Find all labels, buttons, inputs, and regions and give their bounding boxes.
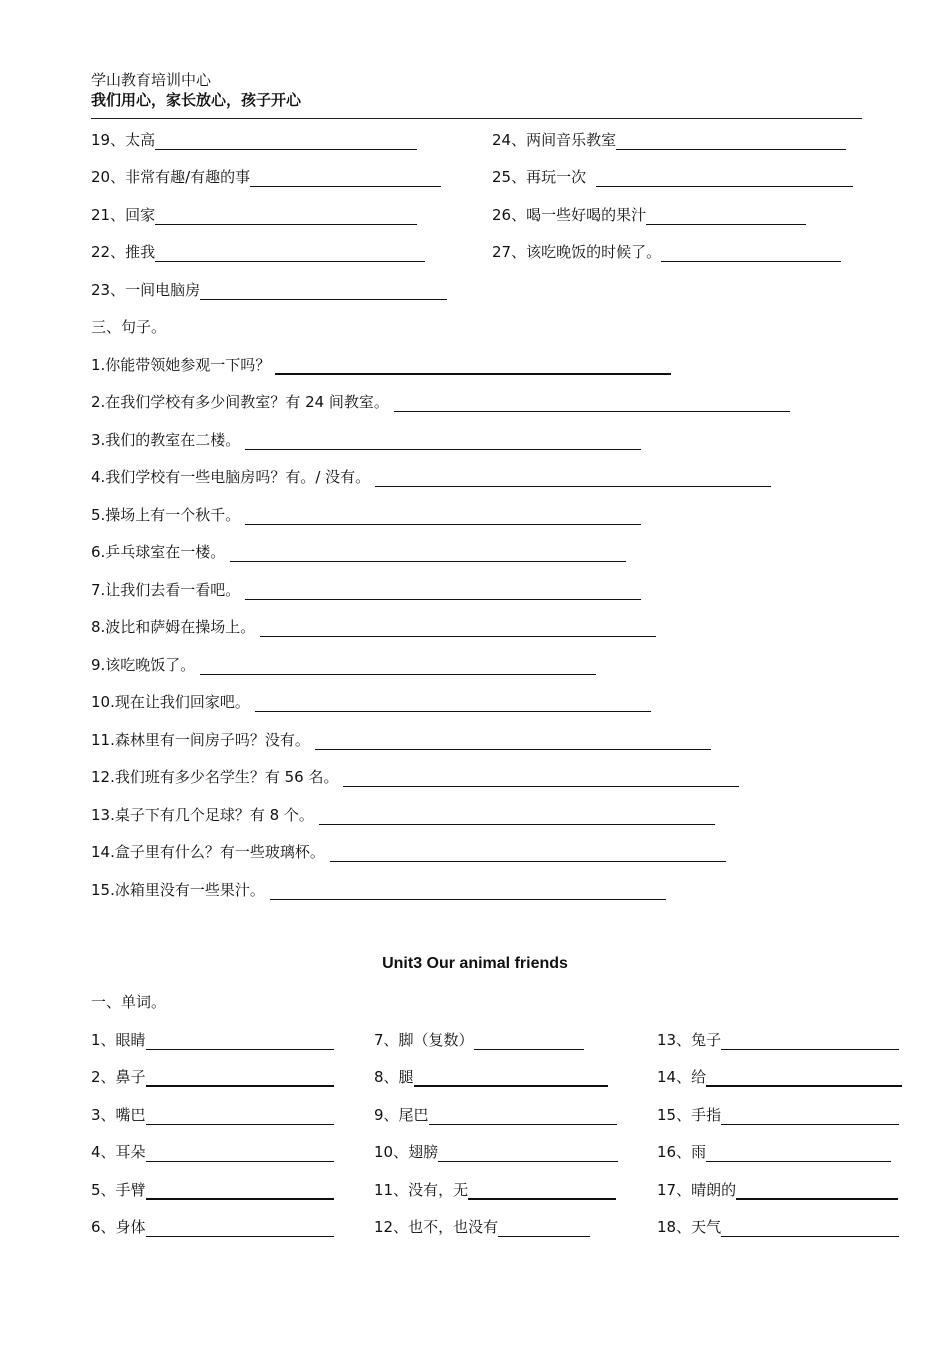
answer-blank[interactable]: [200, 281, 447, 300]
sentence-label: 5.操场上有一个秋千。: [91, 506, 241, 524]
word-label: 6、身体: [91, 1218, 146, 1236]
phrase-item: [492, 165, 853, 187]
answer-blank[interactable]: [315, 731, 711, 750]
phrase-item: [492, 240, 841, 262]
phrase-item: [492, 128, 846, 150]
phrase-label: 19、太高: [91, 131, 156, 149]
answer-blank[interactable]: [721, 1218, 899, 1237]
answer-blank[interactable]: [146, 1143, 334, 1162]
phrase-label: 21、回家: [91, 206, 156, 224]
sentence-label: 6.乒乓球室在一楼。: [91, 543, 226, 561]
word-item: [374, 1178, 616, 1200]
sentence-item: [91, 353, 671, 375]
phrase-label: 26、喝一些好喝的果汁: [492, 206, 647, 224]
answer-blank[interactable]: [429, 1106, 617, 1125]
word-label: 14、给: [657, 1068, 707, 1086]
section-title: [91, 315, 166, 337]
word-label: 3、嘴巴: [91, 1106, 146, 1124]
sentence-item: [91, 578, 641, 600]
answer-blank[interactable]: [275, 355, 671, 375]
word-label: 13、兔子: [657, 1031, 722, 1049]
answer-blank[interactable]: [146, 1106, 334, 1125]
answer-blank[interactable]: [706, 1067, 902, 1087]
sentence-item: [91, 653, 596, 675]
answer-blank[interactable]: [661, 243, 841, 262]
word-label: 9、尾巴: [374, 1106, 429, 1124]
word-item: [91, 1215, 334, 1237]
sentence-item: [91, 465, 771, 487]
sentence-label: 8.波比和萨姆在操场上。: [91, 618, 256, 636]
sentence-label: 12.我们班有多少名学生？有 56 名。: [91, 768, 339, 786]
answer-blank[interactable]: [721, 1106, 899, 1125]
answer-blank[interactable]: [394, 393, 790, 412]
word-item: [374, 1065, 608, 1087]
sentence-label: 11.森林里有一间房子吗？没有。: [91, 731, 310, 749]
phrase-item: [91, 128, 417, 150]
sentence-label: 4.我们学校有一些电脑房吗？有。/ 没有。: [91, 468, 371, 486]
sentence-label: 1.你能带领她参观一下吗？: [91, 356, 271, 374]
answer-blank[interactable]: [155, 131, 417, 150]
unit-title: Unit3 Our animal friends: [382, 955, 568, 972]
answer-blank[interactable]: [245, 431, 641, 450]
word-item: [657, 1140, 891, 1162]
answer-blank[interactable]: [706, 1143, 891, 1162]
word-item: [91, 1028, 334, 1050]
sentence-label: 14.盒子里有什么？有一些玻璃杯。: [91, 843, 325, 861]
phrase-label: 24、两间音乐教室: [492, 131, 617, 149]
answer-blank[interactable]: [375, 468, 771, 487]
phrase-label: 22、推我: [91, 243, 156, 261]
word-label: 8、腿: [374, 1068, 414, 1086]
word-label: 10、翅膀: [374, 1143, 439, 1161]
answer-blank[interactable]: [616, 131, 846, 150]
sentence-item: [91, 428, 641, 450]
answer-blank[interactable]: [245, 506, 641, 525]
slogan: 我们用心，家长放心，孩子开心: [91, 91, 302, 109]
organization-name: 学山教育培训中心: [91, 71, 212, 89]
phrase-item: [91, 278, 447, 300]
word-label: 7、脚（复数）: [374, 1031, 474, 1049]
answer-blank[interactable]: [319, 806, 715, 825]
answer-blank[interactable]: [270, 881, 666, 900]
answer-blank[interactable]: [721, 1031, 899, 1050]
answer-blank[interactable]: [596, 168, 853, 187]
sentence-item: [91, 728, 711, 750]
word-item: [657, 1103, 899, 1125]
answer-blank[interactable]: [468, 1180, 616, 1200]
phrase-item: [91, 203, 417, 225]
phrase-item: [91, 240, 425, 262]
answer-blank[interactable]: [343, 768, 739, 787]
phrase-label: 27、该吃晚饭的时候了。: [492, 243, 662, 261]
sentence-item: [91, 765, 739, 787]
word-label: 15、手指: [657, 1106, 722, 1124]
answer-blank[interactable]: [474, 1031, 584, 1050]
answer-blank[interactable]: [250, 168, 441, 187]
word-item: [657, 1178, 898, 1200]
word-label: 16、雨: [657, 1143, 707, 1161]
answer-blank[interactable]: [155, 243, 425, 262]
word-label: 1、眼睛: [91, 1031, 146, 1049]
sentence-label: 2.在我们学校有多少间教室？有 24 间教室。: [91, 393, 389, 411]
word-item: [91, 1178, 334, 1200]
section-title-text: 三、句子。: [91, 318, 167, 336]
sentence-label: 15.冰箱里没有一些果汁。: [91, 881, 265, 899]
sentence-label: 13.桌子下有几个足球？有 8 个。: [91, 806, 314, 824]
answer-blank[interactable]: [498, 1218, 590, 1237]
word-label: 12、也不，也没有: [374, 1218, 499, 1236]
phrase-item: [492, 203, 806, 225]
page-header: [91, 70, 862, 110]
word-label: 17、晴朗的: [657, 1181, 737, 1199]
word-label: 18、天气: [657, 1218, 722, 1236]
word-item: [374, 1103, 617, 1125]
sentence-item: [91, 615, 656, 637]
word-item: [374, 1215, 590, 1237]
answer-blank[interactable]: [146, 1180, 334, 1200]
answer-blank[interactable]: [255, 693, 651, 712]
phrase-label: 20、非常有趣/有趣的事: [91, 168, 251, 186]
phrase-label: 23、一间电脑房: [91, 281, 201, 299]
answer-blank[interactable]: [200, 656, 596, 675]
word-item: [657, 1028, 899, 1050]
answer-blank[interactable]: [646, 206, 806, 225]
answer-blank[interactable]: [245, 581, 641, 600]
word-label: 11、没有，无: [374, 1181, 469, 1199]
sentence-item: [91, 503, 641, 525]
answer-blank[interactable]: [414, 1067, 608, 1087]
header-divider: [91, 118, 862, 119]
sentence-item: [91, 390, 790, 412]
word-item: [91, 1065, 334, 1087]
phrase-label: 25、再玩一次: [492, 168, 587, 186]
answer-blank[interactable]: [146, 1031, 334, 1050]
word-item: [91, 1103, 334, 1125]
sentence-item: [91, 878, 666, 900]
answer-blank[interactable]: [230, 543, 626, 562]
section-title: [91, 990, 166, 1012]
word-item: [374, 1140, 618, 1162]
answer-blank[interactable]: [146, 1218, 334, 1237]
word-item: [91, 1140, 334, 1162]
answer-blank[interactable]: [155, 206, 417, 225]
sentence-item: [91, 540, 626, 562]
word-item: [657, 1065, 902, 1087]
sentence-label: 7.让我们去看一看吧。: [91, 581, 241, 599]
word-item: [374, 1028, 584, 1050]
answer-blank[interactable]: [146, 1067, 334, 1087]
sentence-item: [91, 840, 726, 862]
sentence-item: [91, 803, 715, 825]
word-label: 5、手臂: [91, 1181, 146, 1199]
answer-blank[interactable]: [736, 1180, 898, 1200]
word-label: 2、鼻子: [91, 1068, 146, 1086]
word-label: 4、耳朵: [91, 1143, 146, 1161]
answer-blank[interactable]: [438, 1143, 618, 1162]
sentence-label: 10.现在让我们回家吧。: [91, 693, 250, 711]
sentence-label: 3.我们的教室在二楼。: [91, 431, 241, 449]
word-item: [657, 1215, 899, 1237]
answer-blank[interactable]: [330, 843, 726, 862]
sentence-label: 9.该吃晚饭了。: [91, 656, 196, 674]
phrase-item: [91, 165, 441, 187]
sentence-item: [91, 690, 651, 712]
section-title-text: 一、单词。: [91, 993, 167, 1011]
answer-blank[interactable]: [260, 618, 656, 637]
